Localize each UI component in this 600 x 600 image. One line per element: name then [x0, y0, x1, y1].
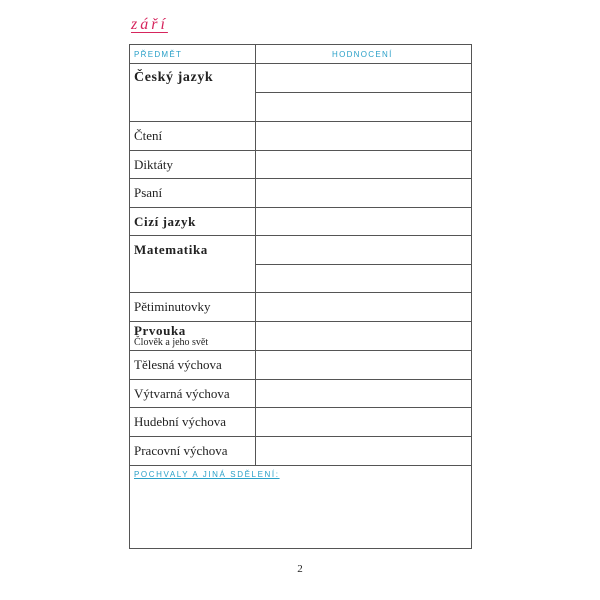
table-row-psani — [130, 179, 471, 208]
subject-vytvarna: Výtvarná výchova — [134, 386, 230, 401]
table-row-diktaty — [130, 151, 471, 179]
table-row-cteni — [130, 122, 471, 151]
table-header-row — [130, 45, 471, 64]
subject-cesky-jazyk: Český jazyk — [134, 70, 214, 85]
notes-label: POCHVALY A JINÁ SDĚLENÍ: — [134, 470, 280, 479]
table-row-telesna — [130, 351, 471, 380]
subject-pracovni: Pracovní výchova — [134, 443, 228, 458]
subject-matematika: Matematika — [134, 242, 208, 257]
subject-cizi-jazyk: Cizí jazyk — [134, 214, 196, 229]
subject-telesna: Tělesná výchova — [134, 357, 222, 372]
month-title: září — [131, 16, 168, 33]
table-row-petiminutovky — [130, 293, 471, 322]
grade-divider-cesky-jazyk — [256, 92, 471, 93]
table-row-hudebni — [130, 408, 471, 437]
table-row-cizi-jazyk — [130, 208, 471, 236]
table-row-vytvarna — [130, 380, 471, 408]
subject-prvouka-subtitle: Člověk a jeho svět — [134, 337, 209, 348]
page-number: 2 — [297, 563, 303, 575]
column-header-subject: PŘEDMĚT — [134, 50, 183, 59]
subject-hudebni: Hudební výchova — [134, 414, 227, 429]
table-row-cesky-jazyk — [130, 64, 471, 122]
grade-divider-matematika — [256, 264, 471, 265]
subject-diktaty: Diktáty — [134, 157, 173, 172]
subject-cteni: Čtení — [134, 128, 163, 143]
subject-psani: Psaní — [134, 185, 163, 200]
table-row-prvouka — [130, 322, 471, 351]
subject-petiminutovky: Pětiminutovky — [134, 299, 211, 314]
table-row-pracovni — [130, 437, 471, 466]
column-header-grade: HODNOCENÍ — [332, 50, 393, 59]
column-divider — [255, 45, 256, 466]
subject-prvouka: Prvouka — [134, 323, 186, 338]
grades-table — [129, 44, 472, 549]
